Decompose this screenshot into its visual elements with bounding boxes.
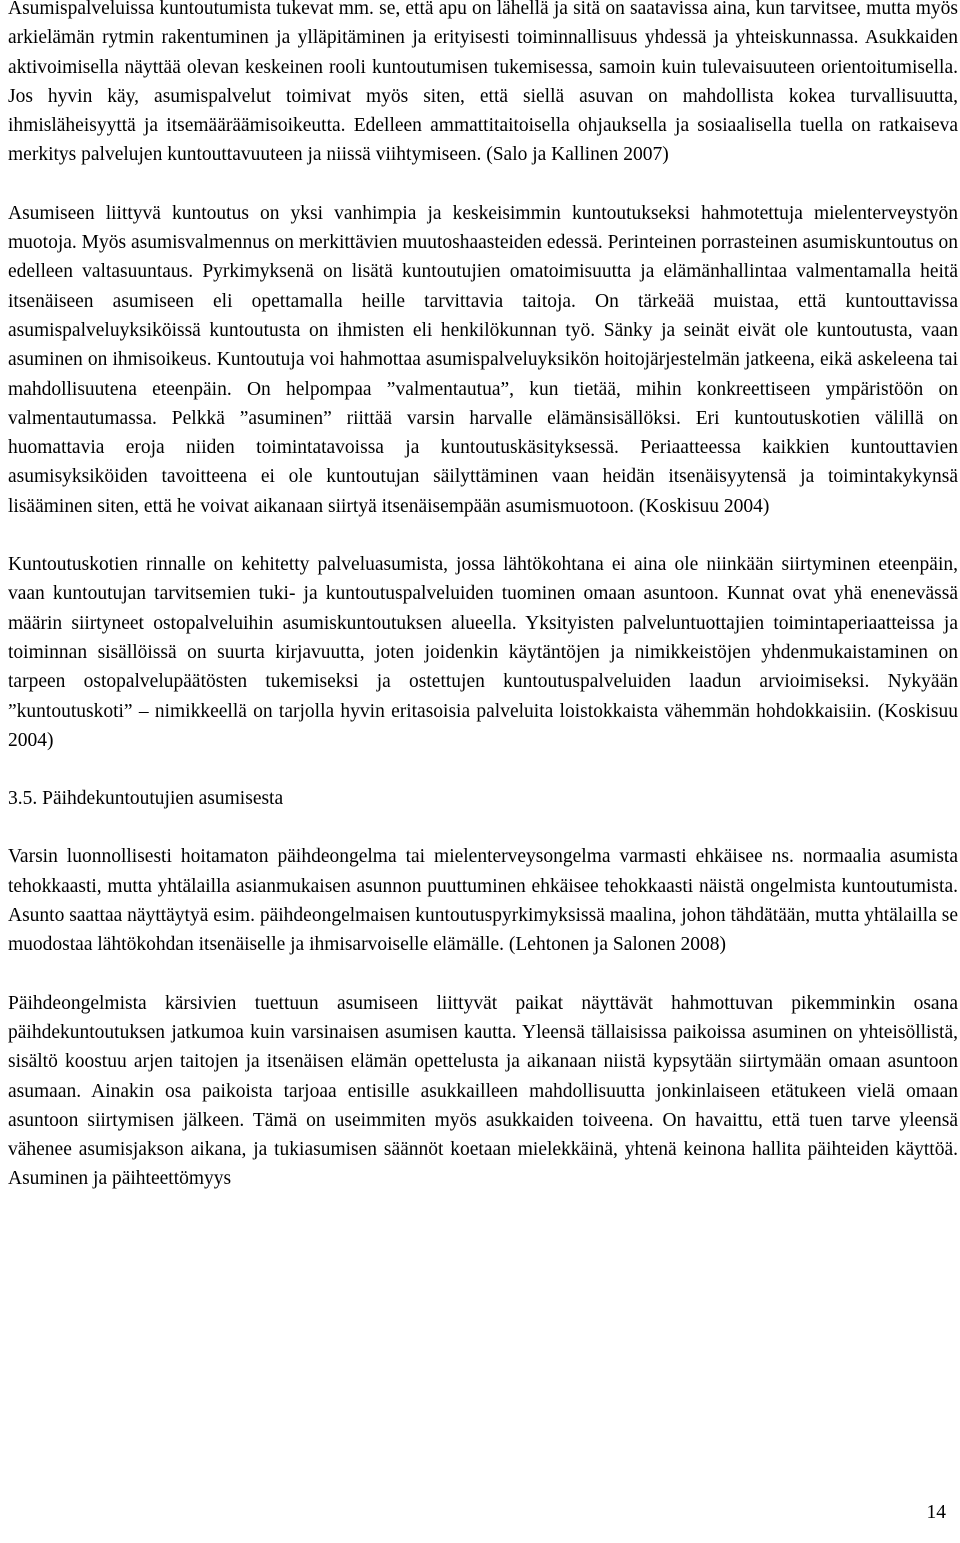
paragraph-gap — [8, 755, 958, 784]
page-number: 14 — [926, 1502, 946, 1523]
paragraph-gap — [8, 813, 958, 842]
section-heading: 3.5. Päihdekuntoutujien asumisesta — [8, 788, 284, 810]
paragraph-gap — [8, 960, 958, 989]
paragraph-kuntoutuskotien-rinnalle: Kuntoutuskotien rinnalle on kehitetty palveluasumista, jossa lähtökohtana ei aina ole niinkään siirtyminen eteenpäin, vaan kuntoutujan tarvitsemien tuki- ja kuntoutuspalveluiden tuominen omaan asuntoon. Kunnat ovat yhä enenevässä määrin siirtyneet ostopalveluihin asumiskuntoutuksen alueella. Yksityisten palveluntuottajien toimintaperiaatteissa ja toiminnan sisällöissä on suurta kirjavuutta, joten joidenkin käytäntöjen ja nimikkeistöjen yhdenmukaistaminen on tarpeen ostopalvelupäätösten tukemiseksi ja ostettujen kuntoutuspalveluiden laadun arvioimiseksi. Nykyään ”kuntoutuskoti” – nimikkeellä on tarjolla hyvin eritasoisia palveluita loistokkaista vähemmän hohdokkaisiin. (Koskisuu 2004) — [8, 554, 958, 751]
paragraph-asumiseen-liittyva-kuntoutus: Asumiseen liittyvä kuntoutus on yksi vanhimpia ja keskeisimmin kuntoutukseksi hahmotettuja mielenterveystyön muotoja. Myös asumisvalmennus on merkittävien muutoshaasteiden edessä. Perinteinen porrasteinen asumiskuntoutus on edelleen valtasuuntaus. Pyrkimyksenä on lisätä kuntoutujien omatoimisuutta ja elämänhallintaa valmentamalla heitä itsenäiseen asumiseen eli opettamalla heille tarvittavia taitoja. On tärkeää muistaa, että kuntouttavissa asumispalveluyksiköissä kuntoutusta on ihmisten eli henkilökunnan työ. Sänky ja seinät eivät ole kuntoutusta, vaan asuminen on ihmisoikeus. Kuntoutuja voi hahmottaa asumispalveluyksikön hoitojärjestelmän jatkeena, eikä askeleena tai mahdollisuutena eteenpäin. On helpompaa ”valmentautua”, kun tietää, mihin konkreettiseen ympäristöön on valmentautumassa. Pelkkä ”asuminen” riittää varsin harvalle elämänsisällöksi. Eri kuntoutuskotien välillä on huomattavia eroja niiden toimintatavoissa ja kuntoutuskäsityksessä. Periaatteessa kaikkien kuntouttavien asumisyksiköiden tavoitteena ei ole kuntoutujan säilyttäminen vaan heidän itsenäisyytensä ja toimintakykynsä lisääminen siten, että he voivat aikanaan siirtyä itsenäisempään asumismuotoon. (Koskisuu 2004) — [8, 202, 958, 517]
paragraph-paihdeongelma: Varsin luonnollisesti hoitamaton päihdeongelma tai mielenterveysongelma varmasti ehkäisee ns. normaalia asumista tehokkaasti, mutta yhtälailla asianmukaisen asunnon puuttuminen ehkäisee tehokkaasti näistä ongelmista kuntoutumista. Asunto saattaa näyttäytyä esim. päihdeongelmaisen kuntoutuspyrkimyksissä maalina, johon tähdätään, mutta yhtälailla se muodostaa lähtökohdan itsenäiselle ja ihmisarvoiselle elämälle. (Lehtonen ja Salonen 2008) — [8, 846, 958, 956]
page-content — [8, 0, 958, 1194]
paragraph-asumispalvelut: Asumispalveluissa kuntoutumista tukevat mm. se, että apu on lähellä ja sitä on saatavissa aina, kun tarvitsee, mutta myös arkielämän rytmin rakentuminen ja ylläpitäminen ja erityisesti toiminnallisuus yhdessä ja yhteiskunnassa. Asukkaiden aktivoimisella näyttää olevan keskeinen rooli kuntoutumisen tukemisessa, samoin kuin tulevaisuuteen orientoitumisella. Jos hyvin käy, asumispalvelut toimivat myös siten, että siellä asuvan on mahdollista kokea turvallisuutta, ihmisläheisyyttä ja itsemääräämisoikeutta. Edelleen ammattitaitoisella ohjauksella ja sosiaalisella tuella on ratkaiseva merkitys palvelujen kuntouttavuuteen ja niissä viihtymiseen. (Salo ja Kallinen 2007) — [8, 0, 958, 166]
paragraph-tuettu-asuminen: Päihdeongelmista kärsivien tuettuun asumiseen liittyvät paikat näyttävät hahmottuvan pikemminkin osana päihdekuntoutuksen jatkumoa kuin varsinaisen asumisen kautta. Yleensä tällaisissa paikoissa asuminen on yhteisöllistä, sisältö koostuu arjen taitojen ja itsenäisen elämän opettelusta ja aikanaan niistä kypsytään siirtymään omaan asuntoon asumaan. Ainakin osa paikoista tarjoaa entisille asukkailleen mahdollisuutta jonkinlaiseen etätukeen vielä omaan asuntoon siirtymisen jälkeen. Tämä on useimmiten myös asukkaiden toiveena. On havaittu, että tuen tarve yleensä vähenee asumisjakson aikana, ja tukiasumisen säännöt koetaan mielekkäinä, yhtenä keinona hallita päihteiden käyttöä. Asuminen ja päihteettömyys — [8, 992, 958, 1190]
paragraph-gap — [8, 521, 958, 550]
paragraph-gap — [8, 170, 958, 199]
